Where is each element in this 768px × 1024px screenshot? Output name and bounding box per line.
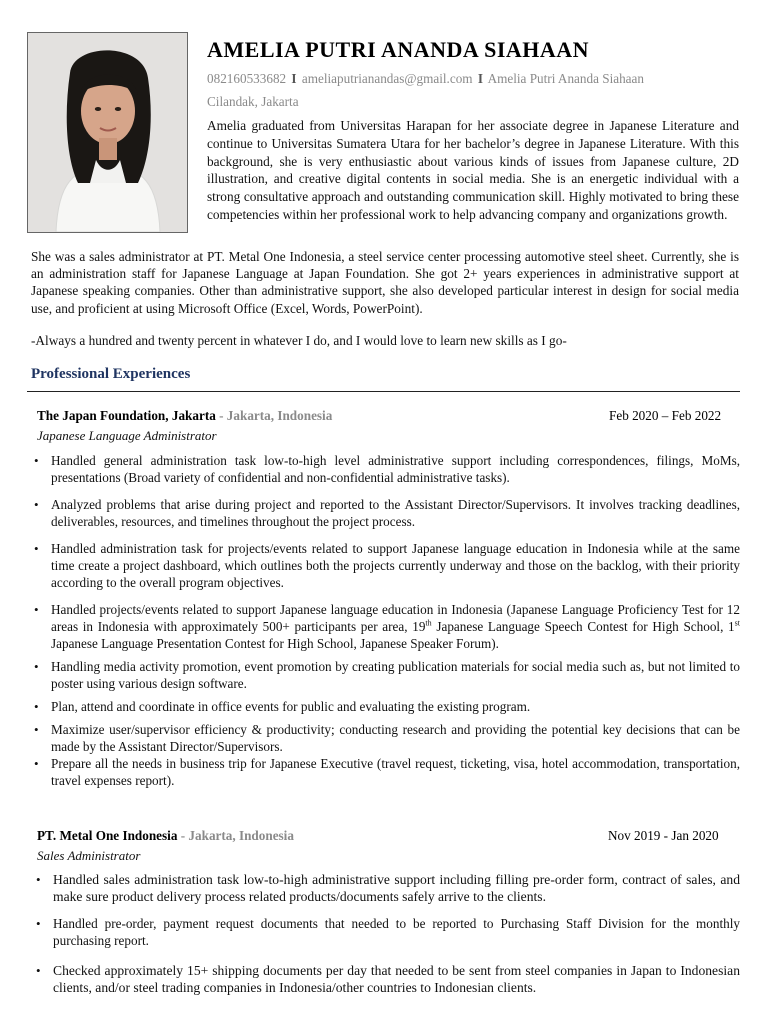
list-item: • Handled projects/events related to support Japanese language education in Indonesia (Japanese Language Proficiency Test for 12 areas in Indonesia with approximately 500+ participants per area, 19th Japanese Language Speech Contest for High School, 1st Japanese Language Presentation Contest for High School, Japanese Speaker Forum). [51,601,740,652]
contact-line [207,71,644,87]
company-name: PT. Metal One Indonesia [37,828,178,843]
job-bullets [53,871,740,996]
phone-number: 082160533682 [207,71,287,86]
job-role: Sales Administrator [37,848,141,863]
list-item: • Handled pre-order, payment request documents that needed to be reported to Purchasing Staff Division for the monthly purchasing report. [53,915,740,949]
separator: I [291,71,297,86]
job-dates: Feb 2020 – Feb 2022 [609,408,722,423]
person-silhouette-icon [28,33,187,232]
list-item: • Handled administration task for projects/events related to support Japanese language education in Indonesia while at the same time create a project dashboard, which outlines both the projects currently underway and those on the backlog, with their priority according to the overall program objectives. [51,540,740,591]
list-item: • Prepare all the needs in business trip for Japanese Executive (travel request, ticketing, visa, hotel accommodation, transportation, travel expenses report). [51,755,740,789]
linkedin-name: Amelia Putri Ananda Siahaan [487,71,644,86]
list-item: • Maximize user/supervisor efficiency & productivity; conducting research and providing the potential key decisions that can be made by the Assistant Director/Supervisors. [51,721,740,755]
company-location: - Jakarta, Indonesia [180,828,294,843]
job-header [37,408,332,424]
company-name: The Japan Foundation, Jakarta [37,408,216,423]
job-header [37,828,294,844]
list-item: • Handled sales administration task low-to-high administrative support including filling pre-order form, contract of sales, and make sure product delivery process related products/documents safely arrive to the clients. [53,871,740,905]
separator: I [477,71,484,86]
profile-photo [27,32,188,233]
job-bullets [51,452,740,789]
section-title-experiences: Professional Experiences [31,366,191,382]
company-location: - Jakarta, Indonesia [219,408,333,423]
location-text: Cilandak, Jakarta [207,94,299,109]
list-item: • Plan, attend and coordinate in office events for public and evaluating the existing program. [51,698,740,715]
summary-paragraph-1: Amelia graduated from Universitas Harapan for her associate degree in Japanese Literature and continue to Universitas Sumatera Utara for her bachelor’s degree in Japanese Literature. With this background, she is very enthusiastic about various kinds of issues from Japanese culture, 2D illustration, and creative digital contents in social media. She is an energetic individual with a strong consultative approach and outstanding communication skill. Highly motivated to bring these competencies within her professional work to help advancing company and organizations growth. [207,118,739,222]
list-item: • Handled general administration task low-to-high level administrative support including correspondences, filings, MoMs, presentations (Broad variety of confidential and non-confidential administrative tasks). [51,452,740,486]
job-dates: Nov 2019 - Jan 2020 [608,828,719,843]
job-role: Japanese Language Administrator [37,428,217,443]
section-divider [27,391,740,392]
list-item: • Analyzed problems that arise during project and reported to the Assistant Director/Supervisors. It involves tracking deadlines, deliverables, resources, and timelines throughout the project process. [51,496,740,530]
summary-paragraph-2: She was a sales administrator at PT. Metal One Indonesia, a steel service center processing automotive steel sheet. Currently, she is an administration staff for Japanese Language at Japan Foundation. She got 2+ years experiences in administrative support at Japanese speaking companies. Other than administrative support, she also developed particular interest in design for social media use, and proficient at using Microsoft Office (Excel, Words, PowerPoint). [31,249,739,316]
list-item: • Checked approximately 15+ shipping documents per day that needed to be sent from steel companies in Japan to Indonesian clients, and/or steel trading companies in Indonesia/other countries to Indonesian clients. [53,962,740,996]
email-address: ameliaputrianandas@gmail.com [301,71,473,86]
list-item: • Handling media activity promotion, event promotion by creating publication materials for social media such as, but not limited to poster using various design software. [51,658,740,692]
candidate-name: AMELIA PUTRI ANANDA SIAHAAN [207,37,590,62]
motto: -Always a hundred and twenty percent in whatever I do, and I would love to learn new skills as I go- [31,333,567,348]
